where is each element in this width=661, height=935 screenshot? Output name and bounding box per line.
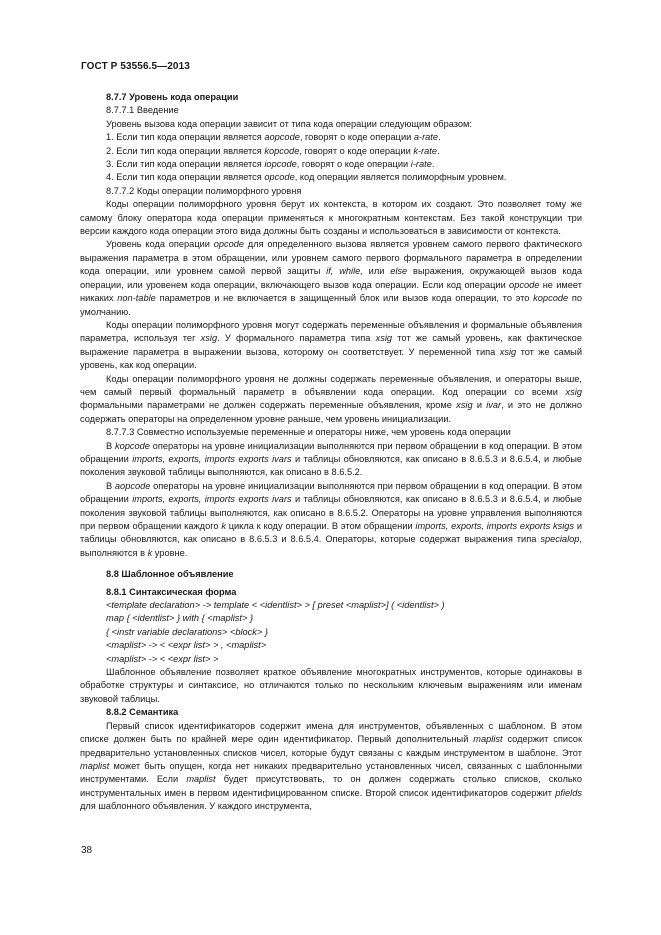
paragraph: В aopcode операторы на уровне инициализации выполняются при первом обращении в код операции. В этом обращении imports, exports, imports exports ivars и таблицы обновляются, как описано в 8.6.5.3 и 8.6.5.4, и любые поколения звуковой таблицы выполняются, как описано в 8.6.5.2. Операторы на уровне управления выполняются при первом обращении каждого k цикла к коду операции. В этом обращении imports, exports, imports exports ksigs и таблицы обновляются, как описано в 8.6.5.3 и 8.6.5.4. Операторы, которые содержат выражения типа specialop, выполняются в k уровне.: [80, 480, 582, 558]
syntax-line: <maplist> -> < <expr list> >: [106, 653, 219, 664]
paragraph: Уровень вызова кода операции зависит от типа кода операции следующим образом:: [106, 118, 472, 129]
syntax-line: <template declaration> -> template < <identlist> > [ preset <maplist>] ( <identlist> ): [106, 600, 445, 611]
list-item: 2. Если тип кода операции является kopcode, говорят о коде операции k-rate.: [106, 145, 440, 156]
syntax-line: <maplist> -> < <expr list> > , <maplist>: [106, 640, 267, 651]
syntax-line: map { <identlist> } with { <maplist> }: [106, 613, 254, 624]
page-number: 38: [81, 845, 93, 856]
paragraph: Коды операции полиморфного уровня берут их контекста, в котором их создают. Это позволяет тому же самому блоку оператора кода операции применяться к многократным контекстам. Без такой конструкции три версии каждого кода операции этого вида должны быть созданы и использоваться в зависимости от контекста.: [80, 199, 582, 237]
list-item: 3. Если тип кода операции является iopcode, говорят о коде операции i-rate.: [106, 159, 435, 170]
syntax-line: { <instr variable declarations> <block> }: [106, 626, 268, 637]
subsection-heading-8-7-7-2: 8.7.7.2 Коды операции полиморфного уровня: [106, 185, 302, 196]
section-heading-8-7-7: 8.7.7 Уровень кода операции: [106, 92, 239, 102]
document-header: ГОСТ Р 53556.5—2013: [81, 61, 190, 72]
section-heading-8-8: 8.8 Шаблонное объявление: [106, 569, 234, 580]
subsection-heading-8-8-2: 8.8.2 Семантика: [106, 707, 179, 718]
paragraph: Первый список идентификаторов содержит имена для инструментов, объявленных с шаблоном. В этом списке должен быть по крайней мере один идентификатор. Первый дополнительный maplist содержит список предварительно установленных списков чисел, которые будут связаны с каждым инструментом в шаблоне. Этот maplist может быть опущен, когда нет никаких предварительно установленных чисел, связанных с шаблонными инструментами. Если maplist будет присутствовать, то он должен содержать столько списков, сколько инструментальных имен в первом идентифицированном списке. Второй список идентификаторов содержит pfields для шаблонного объявления. У каждого инструмента,: [80, 720, 582, 812]
document-body: [80, 91, 582, 814]
paragraph: Коды операции полиморфного уровня могут содержать переменные объявления и формальные объявления параметра, используя тег xsig. У формального параметра типа xsig тот же самый уровень, как фактическое выражение параметра в выражении вызова, которому он соответствует. У переменной типа xsig тот же самый уровень, как код операции.: [80, 319, 582, 371]
subsection-heading-8-8-1: 8.8.1 Синтаксическая форма: [106, 586, 237, 597]
subsection-heading-8-7-7-3: 8.7.7.3 Совместно используемые переменные и операторы ниже, чем уровень кода операции: [106, 427, 511, 438]
paragraph: Коды операции полиморфного уровня не должны содержать переменные объявления, и операторы выше, чем самый первый формальный параметр в объявлении кода операции. Код операции со всеми xsig формальными параметрами не должен содержать переменные объявления, кроме xsig и ivar, и это не должно содержать операторы на определенном уровне раньше, чем уровень инициализации.: [80, 373, 582, 424]
paragraph: Уровень кода операции opcode для определенного вызова является уровнем самого первого фактического выражения параметра в этом обращении, или уровнем самого первого формального параметра в определении кода операции, или уровнем самой первой защиты if, while, или else выражения, окружающей вызов кода операции, или уровенем кода операции, включающего вызов кода операции. Если код операции opcode не имеет никаких non-table параметров и не включается в защищенный блок или вызов кода операции, то это kopcode по умолчанию.: [80, 239, 582, 317]
list-item: 4. Если тип кода операции является opcode, код операции является полиморфным уровнем.: [106, 172, 507, 183]
paragraph: Шаблонное объявление позволяет краткое объявление многократных инструментов, которые одинаковы в обработке структуры и синтаксисе, но отличаются только по нескольким ключевым выражениям или именам звуковой таблицы.: [80, 667, 582, 704]
list-item: 1. Если тип кода операции является aopcode, говорят о коде операции a-rate.: [106, 132, 441, 143]
paragraph: В kopcode операторы на уровне инициализации выполняются при первом обращении в код операции. В этом обращении imports, exports, imports exports ivars и таблицы обновляются, как описано в 8.6.5.3 и 8.6.5.4, и любые поколения звуковой таблицы выполняются, как описано в 8.6.5.2.: [80, 440, 582, 478]
subsection-heading-8-7-7-1: 8.7.7.1 Введение: [106, 105, 179, 116]
